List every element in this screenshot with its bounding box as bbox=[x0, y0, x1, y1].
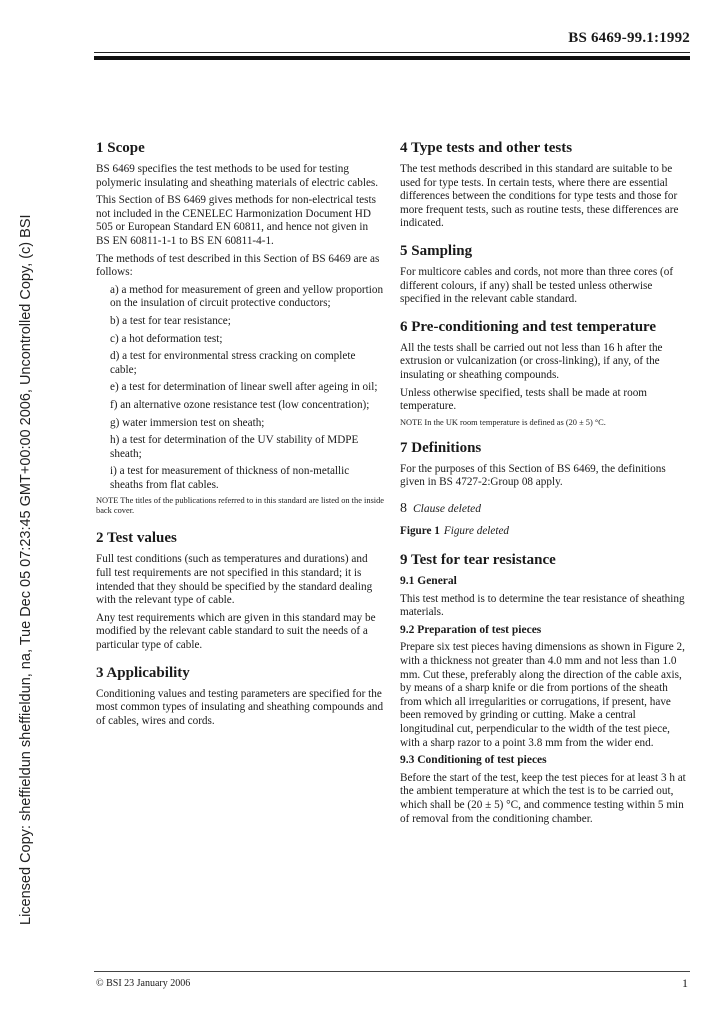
paragraph: All the tests shall be carried out not less than 16 h after the extrusion or vulcanization (or cross-linking), if any, of the insulating or sheathing compounds. bbox=[400, 341, 663, 381]
footer-rule bbox=[94, 971, 690, 972]
list-item: h) a test for determination of the UV stability of MDPE sheath; bbox=[110, 434, 359, 460]
header-rule-thin bbox=[94, 52, 690, 53]
note: NOTE In the UK room temperature is defined as (20 ± 5) °C. bbox=[400, 417, 606, 427]
paragraph: Conditioning values and testing parameters are specified for the most common types of insulating and sheathing compounds and of cables, wires and cords. bbox=[96, 687, 384, 727]
section-definitions bbox=[400, 440, 690, 490]
list-item: a) a method for measurement of green and yellow proportion on the insulation of circuit protective conductors; bbox=[110, 283, 384, 310]
section-sampling bbox=[400, 243, 690, 307]
paragraph: Full test conditions (such as temperatures and durations) and full test requirements are not specified in this standard; it is intended that they should be specified by the standard dealing with the relevant type of cable. bbox=[96, 553, 373, 607]
note: NOTE The titles of the publications referred to in this standard are listed on the inside back cover. bbox=[96, 496, 385, 516]
list-item: c) a hot deformation test; bbox=[110, 332, 223, 345]
list-item: i) a test for measurement of thickness of non-metallic sheaths from flat cables. bbox=[110, 465, 350, 491]
section-heading: 1 Scope bbox=[96, 140, 145, 156]
paragraph: Unless otherwise specified, tests shall be made at room temperature. bbox=[400, 386, 647, 413]
page-number: 1 bbox=[682, 976, 688, 990]
paragraph: Before the start of the test, keep the test pieces for at least 3 h at the ambient temperature at which the test is to be carried out, which shall be (20 ± 5) °C, and commence testing within 5 min of removal from the conditioning chamber. bbox=[400, 771, 686, 825]
footer-copyright: © BSI 23 January 2006 bbox=[96, 978, 191, 989]
paragraph: This test method is to determine the tear resistance of sheathing materials. bbox=[400, 592, 685, 619]
right-column bbox=[400, 140, 690, 838]
subsection-heading: 9.1 General bbox=[400, 575, 457, 588]
subsection-heading: 9.3 Conditioning of test pieces bbox=[400, 754, 547, 767]
section-tear-resistance bbox=[400, 552, 690, 826]
section-type-tests bbox=[400, 140, 690, 231]
subsection-heading: 9.2 Preparation of test pieces bbox=[400, 623, 542, 636]
section-heading: 7 Definitions bbox=[400, 439, 482, 456]
paragraph: Any test requirements which are given in this standard may be modified by the relevant cable standard to suit the needs of a particular type of cable. bbox=[96, 611, 376, 652]
figure-label: Figure 1 bbox=[400, 524, 440, 537]
paragraph: For multicore cables and cords, not more than three cores (of different colours, if any) shall be tested unless otherwise specified in the relevant cable standard. bbox=[400, 265, 674, 306]
clause-8-deleted bbox=[400, 502, 690, 517]
figure-1-deleted bbox=[400, 525, 690, 539]
header-rule-thick bbox=[94, 56, 690, 60]
paragraph: Prepare six test pieces having dimensions as shown in Figure 2, with a thickness not greater than 4.0 mm and not less than 1.0 mm. Cut these, preferably along the direction of the cable axis, by means of a sharp knife or die from portions of the sheath from which all irregularities or corrugations, if present, have been removed by grinding or cutting. Make a central longitudinal cut, perpendicular to the width of the test piece, with a sharp razor to a point 3.8 mm from the wider end. bbox=[400, 641, 685, 749]
paragraph: BS 6469 specifies the test methods to be used for testing polymeric insulating and sheathing materials of electric cables. bbox=[96, 163, 379, 189]
section-scope bbox=[96, 140, 384, 516]
section-applicability bbox=[96, 665, 384, 729]
section-heading: 4 Type tests and other tests bbox=[400, 140, 573, 156]
paragraph: The test methods described in this standard are suitable to be used for type tests. In certain tests, where there are essential differences between the conditions for type tests and those for more frequent tests, such as routine tests, these differences are indicated. bbox=[400, 163, 679, 230]
license-watermark: Licensed Copy: sheffieldun sheffieldun, na, Tue Dec 05 07:23:45 GMT+00:00 2006, Uncontrolled Copy, (c) BSI bbox=[18, 214, 34, 925]
list-item: e) a test for determination of linear swell after ageing in oil; bbox=[110, 381, 378, 394]
section-heading: 3 Applicability bbox=[96, 664, 190, 681]
section-heading: 5 Sampling bbox=[400, 242, 473, 259]
section-preconditioning bbox=[400, 319, 690, 428]
clause-number: 8 bbox=[400, 500, 407, 516]
document-id: BS 6469-99.1:1992 bbox=[568, 30, 690, 46]
clause-status: Clause deleted bbox=[413, 502, 482, 515]
paragraph: For the purposes of this Section of BS 6469, the definitions given in BS 4727-2:Group 08 apply. bbox=[400, 462, 666, 489]
list-item: d) a test for environmental stress cracking on complete cable; bbox=[110, 350, 356, 376]
section-test-values bbox=[96, 530, 384, 652]
section-heading: 6 Pre-conditioning and test temperature bbox=[400, 318, 657, 335]
section-heading: 2 Test values bbox=[96, 530, 177, 547]
figure-status: Figure deleted bbox=[443, 524, 510, 537]
section-heading: 9 Test for tear resistance bbox=[400, 552, 556, 569]
list-item: f) an alternative ozone resistance test (low concentration); bbox=[110, 398, 370, 411]
left-column bbox=[96, 140, 384, 740]
paragraph: This Section of BS 6469 gives methods for non-electrical tests not included in the CENELEC Harmonization Document HD 505 or European Standard EN 60811, and hence not given in BS EN 60811-1-1 to BS EN 60811-4-1. bbox=[96, 194, 376, 247]
paragraph: The methods of test described in this Section of BS 6469 are as follows: bbox=[96, 252, 380, 279]
list-item: g) water immersion test on sheath; bbox=[110, 416, 265, 429]
list-item: b) a test for tear resistance; bbox=[110, 314, 231, 327]
